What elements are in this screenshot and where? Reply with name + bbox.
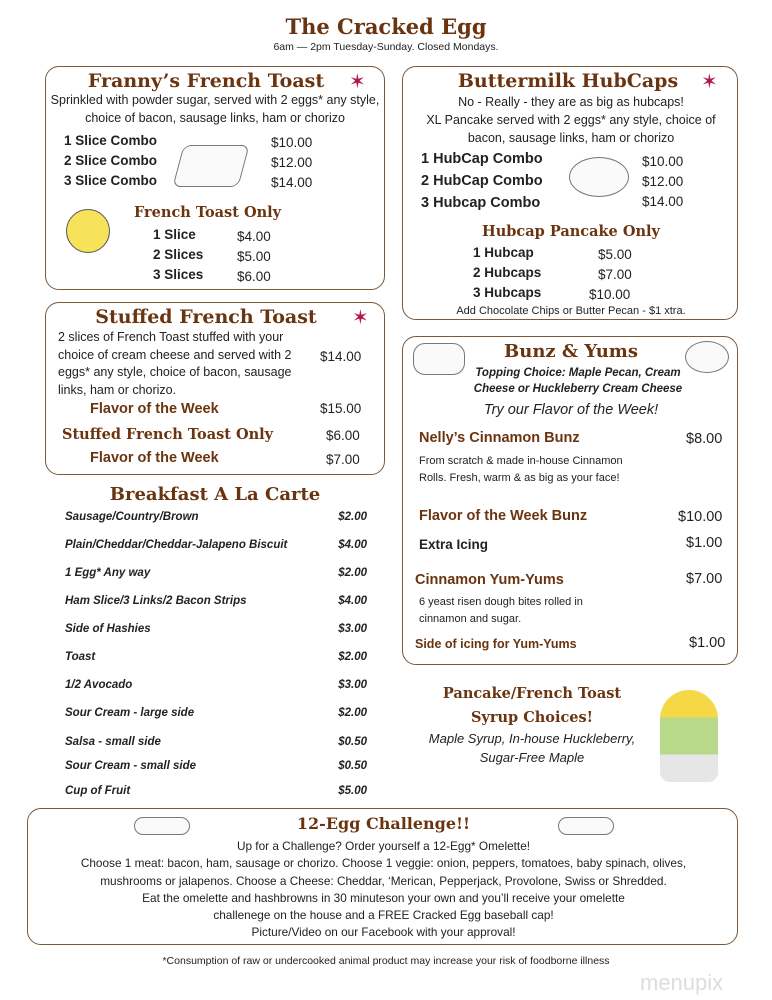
syrup-title: Syrup Choices! [470, 709, 594, 726]
star-icon: ✶ [701, 71, 718, 93]
menu-item: 3 Hubcaps [473, 285, 542, 300]
challenge-line: Picture/Video on our Facebook with your approval! [251, 925, 516, 940]
price: $10.00 [678, 509, 723, 525]
hubcaps-desc: XL Pancake served with 2 eggs* any style, choice of bacon, sausage links, ham or chorizo [426, 113, 716, 145]
item-name: Sour Cream - large side [65, 707, 195, 719]
frannys-desc: Sprinkled with powder sugar, served with 2 eggs* any style, choice of bacon, sausage links, ham or chorizo [50, 93, 380, 125]
stuffed-only-title: Stuffed French Toast Only [62, 426, 274, 443]
price: $5.00 [237, 249, 271, 264]
alacarte-item [65, 679, 367, 691]
price: $8.00 [686, 431, 723, 447]
price: $4.00 [338, 595, 367, 607]
syrup-title: Pancake/French Toast [442, 685, 622, 702]
item-desc: 6 yeast risen dough bites rolled in cinnamon and sugar. [419, 596, 583, 625]
menu-item: 3 Hubcap Combo [421, 195, 541, 211]
price: $14.00 [642, 194, 684, 209]
menu-item: Flavor of the Week [90, 450, 219, 466]
gnome-icon [660, 690, 718, 782]
menu-item: Nelly’s Cinnamon Bunz [419, 430, 580, 446]
price: $12.00 [271, 155, 313, 170]
syrup-desc: Maple Syrup, In-house Huckleberry, Sugar-Free Maple [428, 731, 636, 765]
menu-item: Flavor of the Week Bunz [419, 508, 588, 524]
stuffed-title: Stuffed French Toast [95, 306, 317, 328]
chick-icon [66, 209, 110, 253]
price: $14.00 [271, 175, 313, 190]
frannys-title: Franny’s French Toast [87, 70, 325, 92]
alacarte-item [65, 785, 367, 797]
price: $3.00 [338, 623, 367, 635]
challenge-line: mushrooms or jalapenos. Choose a Cheese: Cheddar, ‘Merican, Pepperjack, Provolone, Swiss or Shredded. [100, 873, 667, 888]
challenge-section [27, 808, 738, 945]
price: $10.00 [271, 135, 313, 150]
price: $14.00 [320, 349, 362, 364]
stuffed-section [45, 302, 385, 475]
item-name: Sour Cream - small side [65, 760, 197, 772]
price: $12.00 [642, 174, 684, 189]
item-name: 1 Egg* Any way [65, 567, 151, 579]
price: $5.00 [338, 785, 367, 797]
item-name: Salsa - small side [65, 736, 161, 748]
item-name: Ham Slice/3 Links/2 Bacon Strips [65, 595, 247, 607]
menu-item: 2 HubCap Combo [421, 173, 543, 189]
price: $2.00 [338, 511, 367, 523]
challenge-line: Eat the omelette and hashbrowns in 30 minuteson your own and you’ll receive your omelette [142, 890, 625, 905]
item-name: Sausage/Country/Brown [65, 511, 199, 523]
menu-item: 2 Slices [153, 247, 204, 262]
alacarte-item [65, 623, 367, 635]
challenge-line: challenege on the house and a FREE Cracked Egg baseball cap! [213, 908, 554, 923]
menu-item: Flavor of the Week [90, 401, 219, 417]
item-name: 1/2 Avocado [65, 679, 133, 691]
topping-choice: Topping Choice: Maple Pecan, Cream Cheese or Huckleberry Cream Cheese [473, 367, 683, 395]
challenge-line: Up for a Challenge? Order yourself a 12-Egg* Omelette! [236, 839, 531, 853]
hours: 6am — 2pm Tuesday-Sunday. Closed Mondays. [273, 41, 499, 53]
stuffed-desc: 2 slices of French Toast stuffed with your choice of cream cheese and served with 2 eggs* any style, choice of bacon, sausage links, ham or chorizo. [58, 330, 292, 397]
menu-item: 1 Slice [153, 227, 196, 242]
item-name: Toast [65, 651, 96, 663]
price: $6.00 [326, 428, 360, 443]
frannys-section [45, 66, 385, 290]
price: $10.00 [642, 154, 684, 169]
price: $15.00 [320, 401, 362, 416]
menu-item: 1 HubCap Combo [421, 151, 543, 167]
alacarte-item [65, 539, 367, 551]
price: $0.50 [338, 736, 367, 748]
hubcap-only-title: Hubcap Pancake Only [482, 223, 660, 240]
item-desc: From scratch & made in-house Cinnamon Rolls. Fresh, warm & as big as your face! [419, 455, 623, 484]
alacarte-title: Breakfast A La Carte [109, 484, 321, 505]
price: $4.00 [338, 539, 367, 551]
menu-item: 1 Slice Combo [64, 133, 158, 148]
price: $7.00 [598, 267, 632, 282]
price: $1.00 [689, 635, 726, 651]
menu-item: 2 Slice Combo [64, 153, 158, 168]
challenge-text [28, 838, 739, 942]
alacarte-item [65, 760, 367, 772]
price: $5.00 [598, 247, 632, 262]
item-name: Plain/Cheddar/Cheddar-Jalapeno Biscuit [65, 539, 288, 551]
menu-item: 2 Hubcaps [473, 265, 542, 280]
price: $2.00 [338, 651, 367, 663]
challenge-line: Choose 1 meat: bacon, ham, sausage or chorizo. Choose 1 veggie: onion, peppers, tomatoes, baby spinach, olives, [80, 856, 687, 871]
page-title: The Cracked Egg [285, 14, 487, 39]
alacarte-item [65, 651, 367, 663]
toast-icon [172, 145, 249, 187]
price: $4.00 [237, 229, 271, 244]
flavor-promo: Try our Flavor of the Week! [483, 402, 659, 418]
menu-item: Cinnamon Yum-Yums [415, 572, 564, 588]
hubcaps-section [402, 66, 738, 320]
alacarte-item [65, 567, 367, 579]
watermark: menupix [640, 970, 724, 995]
challenge-title: 12-Egg Challenge!! [296, 814, 471, 833]
price: $6.00 [237, 269, 271, 284]
item-name: Side of Hashies [65, 623, 151, 635]
price: $3.00 [338, 679, 367, 691]
french-toast-only-title: French Toast Only [134, 204, 282, 221]
price: $7.00 [686, 571, 723, 587]
price: $10.00 [589, 287, 631, 302]
price: $0.50 [338, 760, 367, 772]
hubcaps-desc: No - Really - they are as big as hubcaps! [458, 95, 684, 109]
star-icon: ✶ [349, 71, 366, 93]
star-icon: ✶ [352, 307, 369, 329]
price: $7.00 [326, 452, 360, 467]
hubcaps-title: Buttermilk HubCaps [457, 70, 679, 92]
hubcaps-note: Add Chocolate Chips or Butter Pecan - $1 xtra. [456, 305, 686, 317]
price: $1.00 [686, 535, 723, 551]
bunz-section [402, 336, 738, 665]
price: $2.00 [338, 707, 367, 719]
menu-item: 3 Slice Combo [64, 173, 158, 188]
pancake-icon [569, 157, 629, 197]
price: $2.00 [338, 567, 367, 579]
alacarte-item [65, 707, 367, 719]
alacarte-item [65, 736, 367, 748]
alacarte-item [65, 511, 367, 523]
menu-item: 1 Hubcap [473, 245, 534, 260]
menu-item: 3 Slices [153, 267, 204, 282]
alacarte-item [65, 595, 367, 607]
footer-note: *Consumption of raw or undercooked animal product may increase your risk of foodborne illness [162, 955, 610, 967]
menu-item: Side of icing for Yum-Yums [415, 637, 577, 651]
menu-item: Extra Icing [419, 537, 489, 552]
item-name: Cup of Fruit [65, 785, 131, 797]
bunz-title: Bunz & Yums [504, 341, 638, 362]
